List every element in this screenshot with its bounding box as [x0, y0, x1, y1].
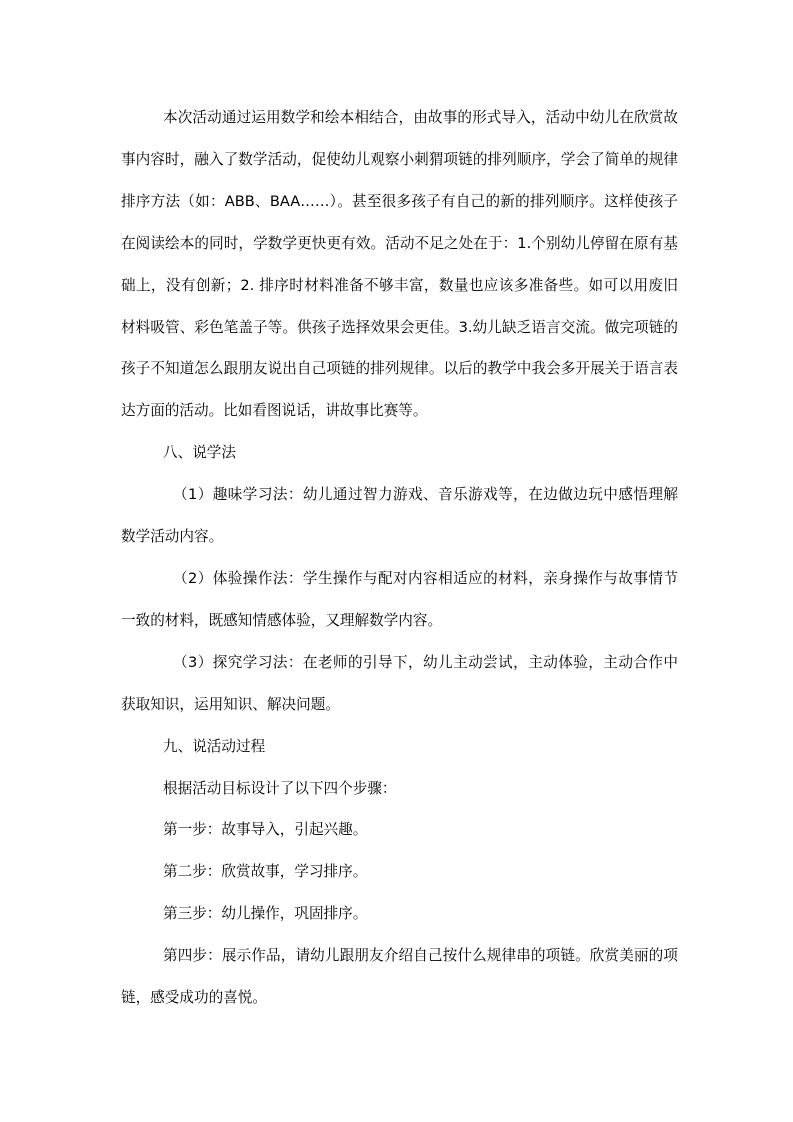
reflection-paragraph: 本次活动通过运用数学和绘本相结合，由故事的形式导入，活动中幼儿在欣赏故事内容时，融入了数学活动，促使幼儿观察小刺猬项链的排列顺序，学会了简单的规律排序方法（如：ABB、BAA……）。甚至很多孩子有自己的新的排列顺序。这样使孩子在阅读绘本的同时，学数学更快更有效。活动不足之处在于：1.个别幼儿停留在原有基础上，没有创新；2. 排序时材料准备不够丰富，数量也应该多准备些。如可以用废旧材料吸管、彩色笔盖子等。供孩子选择效果会更佳。3.幼儿缺乏语言交流。做完项链的孩子不知道怎么跟朋友说出自己项链的排列规律。以后的教学中我会多开展关于语言表达方面的活动。比如看图说话，讲故事比赛等。	[121, 109, 678, 420]
activity-step-item: 第二步：欣赏故事，学习排序。	[163, 863, 368, 881]
steps-intro-paragraph: 根据活动目标设计了以下四个步骤：	[163, 779, 397, 797]
section-heading-study-methods: 八、说学法	[163, 444, 236, 462]
study-method-item: （1）趣味学习法：幼儿通过智力游戏、音乐游戏等，在边做边玩中感悟理解数学活动内容。	[121, 486, 678, 546]
activity-step-item: 第三步：幼儿操作，巩固排序。	[163, 905, 368, 923]
activity-step-item: 第一步：故事导入，引起兴趣。	[163, 821, 368, 839]
study-method-item: （3）探究学习法：在老师的引导下，幼儿主动尝试，主动体验，主动合作中获取知识，运用知识、解决问题。	[121, 653, 678, 713]
section-heading-activity-process: 九、说活动过程	[163, 737, 266, 755]
document-body	[121, 97, 678, 1019]
activity-step-item: 第四步：展示作品，请幼儿跟朋友介绍自己按什么规律串的项链。欣赏美丽的项链，感受成功的喜悦。	[121, 947, 678, 1007]
study-method-item: （2）体验操作法：学生操作与配对内容相适应的材料，亲身操作与故事情节一致的材料，既感知情感体验，又理解数学内容。	[121, 569, 678, 629]
